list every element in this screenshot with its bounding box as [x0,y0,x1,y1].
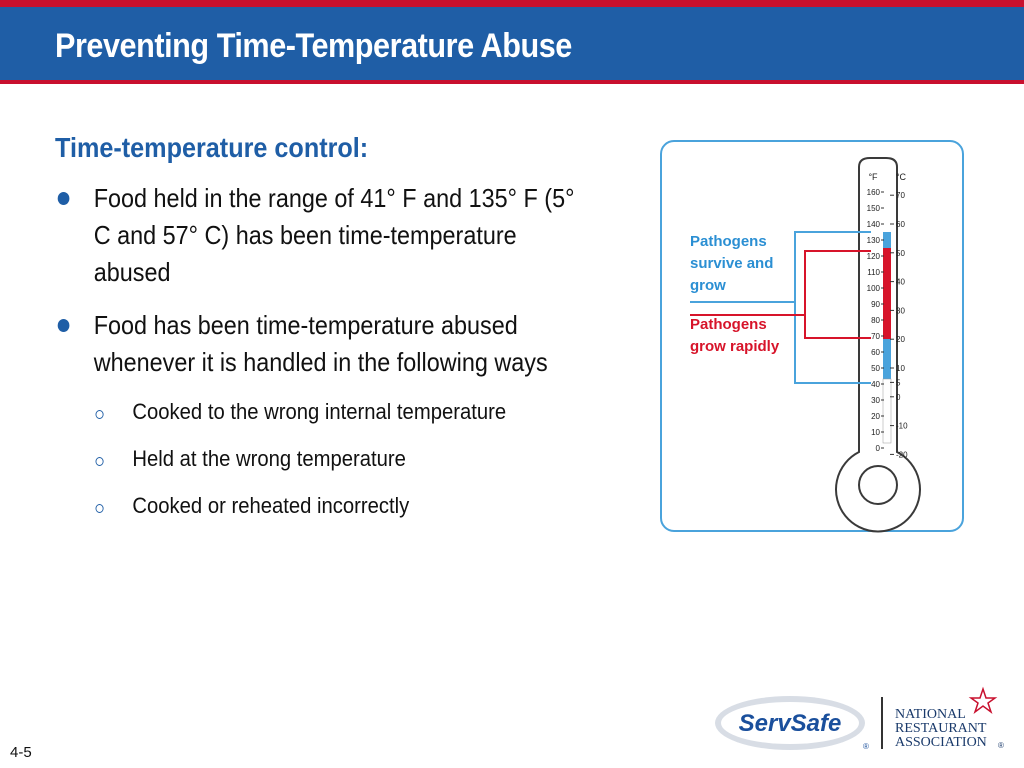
fahrenheit-tick-label: 70 [871,332,880,341]
column-red [883,248,891,339]
bullet-dot-icon [58,319,70,332]
sub-bullet-item [55,397,586,427]
sub-bullet-text: Cooked to the wrong internal temperature [132,399,507,424]
thermometer-bulb [859,466,897,504]
celsius-tick-label: 5 [896,378,901,388]
fahrenheit-tick-label: 140 [866,220,880,229]
fahrenheit-tick-label: 20 [871,412,880,421]
slide-content [55,132,586,538]
fahrenheit-tick-label: 90 [871,300,880,309]
nra-line1: NATIONAL [895,707,966,722]
column-blue-upper [883,232,891,248]
servsafe-logo-text: ServSafe [738,710,842,737]
fahrenheit-tick-label: 80 [871,316,880,325]
bullet-text: Food held in the range of 41° F and 135° F (5° C and 57° C) has been time-temperature abused [93,183,575,287]
bullet-item [55,180,586,291]
bullet-item [55,307,586,381]
fahrenheit-tick-label: 40 [871,380,880,389]
fahrenheit-tick-label: 60 [871,348,880,357]
fahrenheit-tick-label: 110 [867,268,880,277]
slide-title: Preventing Time-Temperature Abuse [55,27,572,65]
nra-line2: RESTAURANT [895,721,987,736]
fahrenheit-tick-label: 160 [866,188,880,197]
nra-line3: ASSOCIATION [895,735,987,750]
fahrenheit-tick-label: 30 [871,396,880,405]
celsius-tick-label: 40 [896,277,905,287]
hollow-bullet-icon [96,504,104,513]
sub-bullet-text: Held at the wrong temperature [132,446,406,471]
pathogens-survive-label: Pathogens survive and grow [690,233,774,294]
fahrenheit-tick-label: 10 [871,428,880,437]
sub-bullet-text: Cooked or reheated incorrectly [132,493,410,518]
content-heading: Time-temperature control: [55,132,369,163]
registered-mark: ® [863,742,869,751]
header-top-stripe [0,0,1024,7]
pathogens-rapid-label: Pathogens grow rapidly [690,316,780,355]
celsius-tick-label: 50 [896,248,905,258]
celsius-tick-label: 30 [896,306,905,316]
celsius-tick-label: -10 [896,421,908,431]
fahrenheit-tick-label: 0 [875,444,880,453]
fahrenheit-tick-label: 100 [866,284,880,293]
celsius-tick-label: 10 [896,364,905,373]
hollow-bullet-icon [96,457,104,466]
column-blue-lower [883,339,891,379]
fahrenheit-unit-label: °F [868,172,878,182]
celsius-tick-label: -20 [896,450,908,460]
fahrenheit-tick-label: 50 [871,364,880,373]
celsius-tick-label: 60 [896,220,905,229]
celsius-tick-label: 0 [896,392,901,402]
fahrenheit-tick-label: 120 [866,252,880,261]
slide-number: 4-5 [10,744,32,761]
fahrenheit-tick-label: 130 [866,236,880,245]
footer-logos [715,685,1005,755]
bullet-text: Food has been time-temperature abused whenever it is handled in the following ways [93,310,548,377]
celsius-tick-label: 20 [896,335,905,345]
nra-registered-mark: ® [998,741,1004,750]
bullet-dot-icon [58,192,70,205]
fahrenheit-tick-label: 150 [866,204,880,213]
celsius-unit-label: °C [895,172,907,182]
slide-header [0,7,1024,84]
column-empty [883,379,891,443]
hollow-bullet-icon [96,410,104,419]
nra-star-icon [971,689,995,712]
sub-bullet-item [55,444,586,474]
sub-bullet-item [55,491,586,521]
celsius-tick-label: 70 [896,191,905,201]
